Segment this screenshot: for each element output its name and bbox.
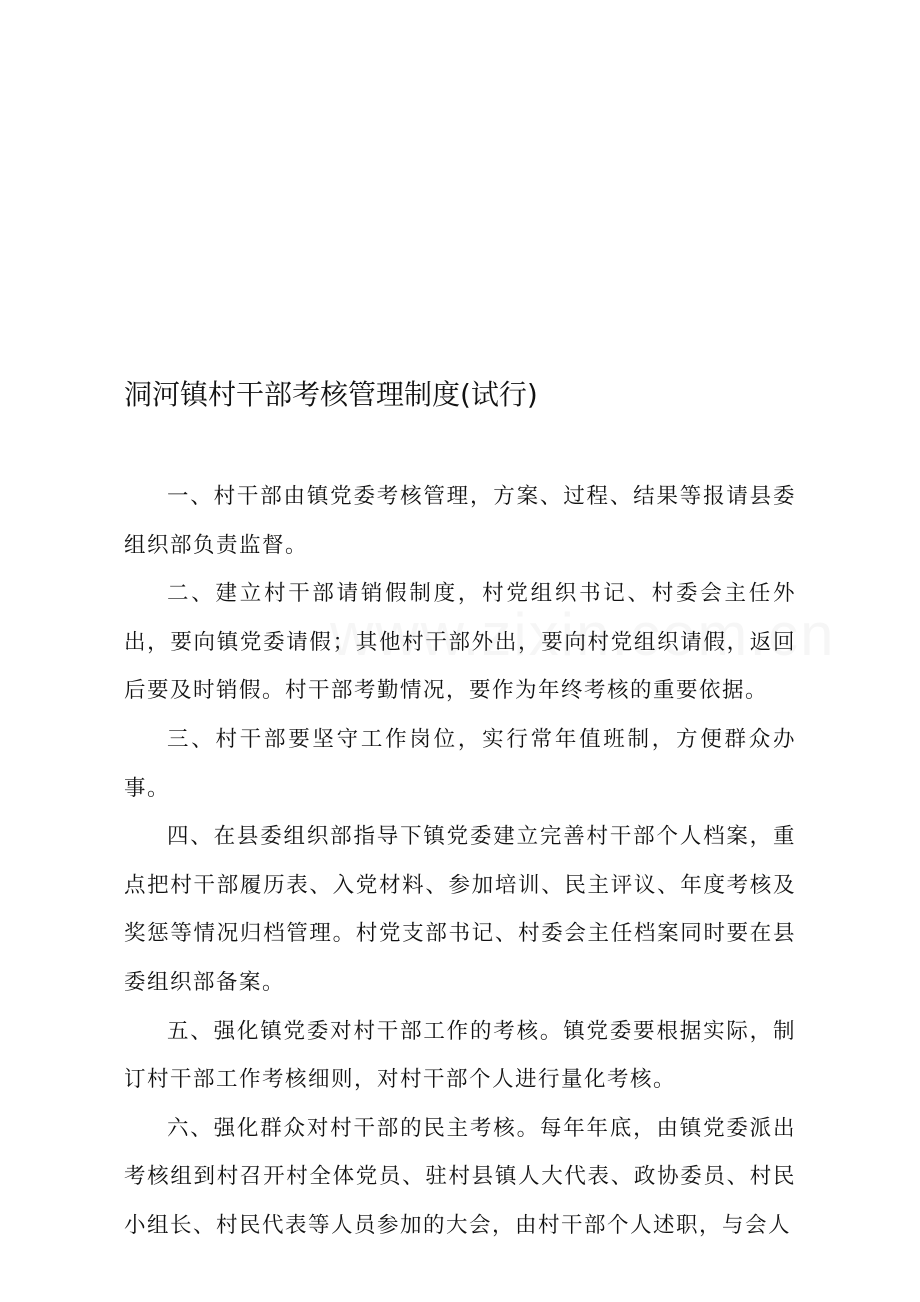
paragraph-1: 一、村干部由镇党委考核管理，方案、过程、结果等报请县委组织部负责监督。 [124,484,796,558]
document-body [124,473,796,1251]
paragraph-3: 三、村干部要坚守工作岗位，实行常年值班制，方便群众办事。 [124,726,796,801]
document-title: 洞河镇村干部考核管理制度(试行) [124,378,538,411]
paragraph-4: 四、在县委组织部指导下镇党委建立完善村干部个人档案，重点把村干部履历表、入党材料、参加培训、民主评议、年度考核及奖惩等情况归档管理。村党支部书记、村委会主任档案同时要在县委组织部备案。 [124,824,796,995]
paragraph-6: 六、强化群众对村干部的民主考核。每年年底，由镇党委派出考核组到村召开村全体党员、驻村县镇人大代表、政协委员、村民小组长、村民代表等人员参加的大会，由村干部个人述职，与会人 [124,1115,796,1238]
paragraph-5: 五、强化镇党委对村干部工作的考核。镇党委要根据实际，制订村干部工作考核细则，对村干部个人进行量化考核。 [124,1018,796,1093]
paragraph-2: 二、建立村干部请销假制度，村党组织书记、村委会主任外出，要向镇党委请假；其他村干部外出，要向村党组织请假，返回后要及时销假。村干部考勤情况，要作为年终考核的重要依据。 [124,581,796,704]
